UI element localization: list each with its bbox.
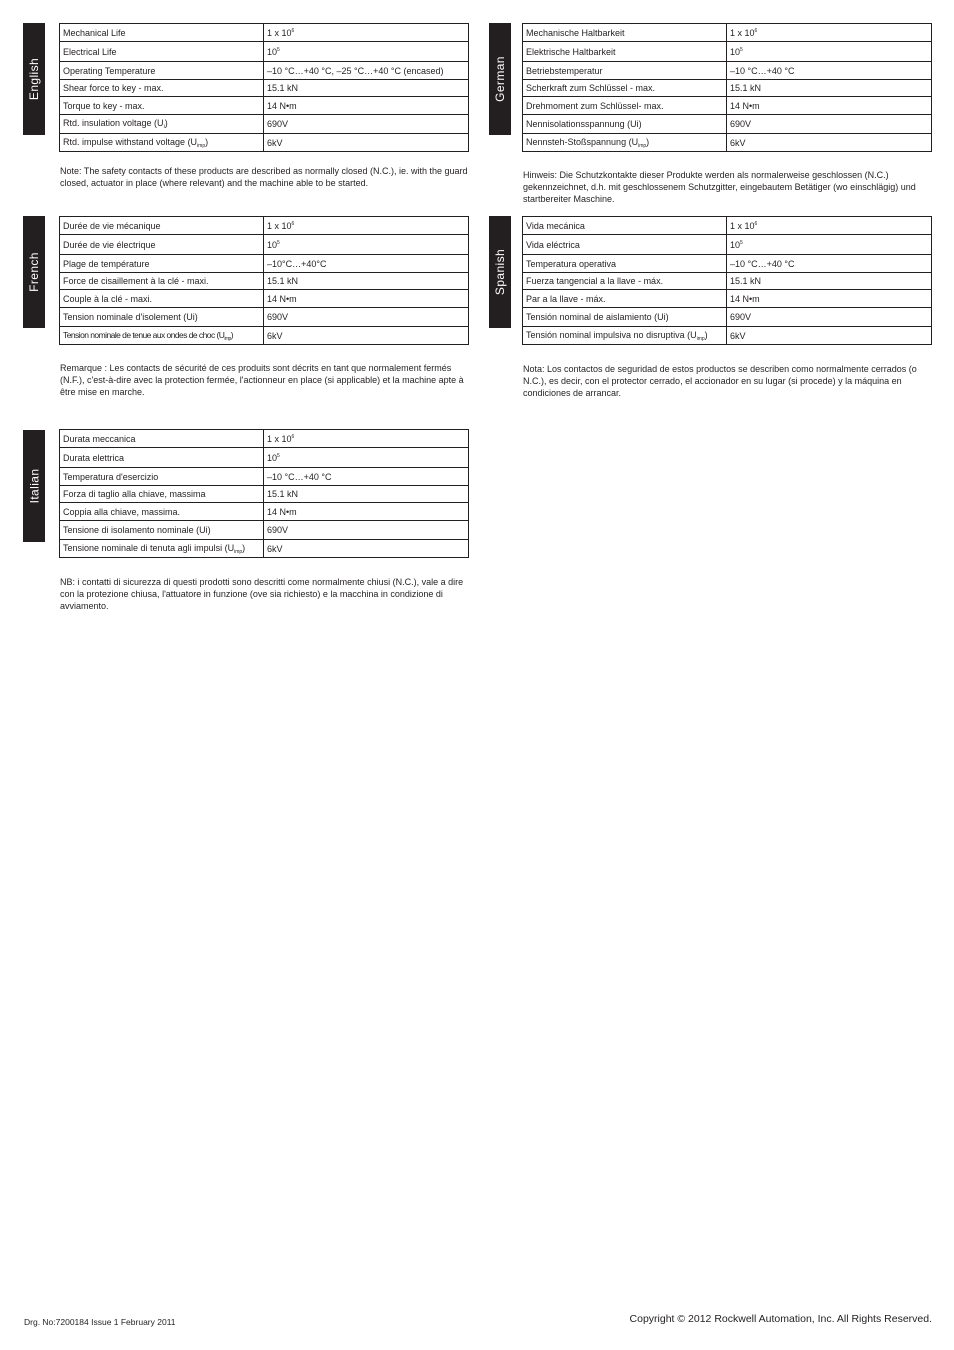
spec-label-text: Forza di taglio alla chiave, massima [63,489,206,499]
spec-value [264,217,469,235]
spec-value [264,42,469,62]
spec-row [60,80,469,97]
spec-label [60,327,264,345]
spec-row [523,255,932,273]
spec-value [264,327,469,345]
spec-row [523,80,932,97]
spec-label-text: Nennsteh-Stoßspannung (U [526,136,639,147]
spec-value [264,521,469,540]
spec-label [523,62,727,80]
spec-value [727,308,932,327]
spec-label-suffix: ) [205,136,209,147]
spec-value [727,80,932,97]
spec-label [523,97,727,115]
spec-value-text: 690V [730,119,752,129]
english-note: Note: The safety contacts of these products are described as normally closed (N.C.), ie. with the guard closed, actuator in place (where relevant) and the machine able to be started. [60,166,468,188]
spec-row [60,273,469,290]
spec-value-text: 15.1 kN [267,489,299,499]
spec-row [60,486,469,503]
spec-row [60,521,469,540]
spec-row [60,448,469,468]
spec-value [264,308,469,327]
spec-value-exponent: 6 [754,27,758,34]
spec-value-text: 6kV [730,330,746,341]
spec-label-suffix: ) [230,329,234,340]
spec-value-text: 1 x 10 [267,220,292,231]
spec-row [523,217,932,235]
spec-label-text: Tension nominale de tenue aux ondes de choc (U [63,329,225,340]
copyright-notice: Copyright © 2012 Rockwell Automation, Inc. All Rights Reserved. [629,1313,932,1325]
spec-value-text: –10 °C…+40 °C [730,258,795,269]
spec-row [523,62,932,80]
spec-value [264,430,469,448]
spec-value [264,486,469,503]
spec-label-text: Vida eléctrica [526,239,580,250]
german-note: Hinweis: Die Schutzkontakte dieser Produkte werden als normalerweise geschlossen (N.C.) gekennzeichnet, d.h. mit geschlossenem Schutzgitter, eingebautem Betätiger (wo einschlägig) und startbereiter Maschine. [523,170,916,204]
spec-value [727,327,932,345]
spec-label [60,540,264,558]
spec-label-text: Plage de température [63,258,150,269]
spec-value [264,134,469,152]
italian-spec-table [59,429,469,558]
spec-label-text: Tensión nominal impulsiva no disruptiva (U [526,329,697,340]
spec-label-text: Betriebstemperatur [526,65,603,76]
spec-row [523,97,932,115]
spec-label-subscript: imp [638,142,647,149]
spec-label-text: Nennisolationsspannung (Ui) [526,119,642,129]
spec-label [523,235,727,255]
spec-value-exponent: 5 [740,46,743,53]
french-tab-label: French [27,252,41,292]
spec-row [60,468,469,486]
spec-label-text: Durée de vie mécanique [63,220,161,231]
spec-value [264,62,469,80]
spec-value-text: 6kV [730,137,746,148]
spec-label [60,217,264,235]
spec-label-subscript: imp [234,548,243,555]
spec-value-text: 15.1 kN [730,276,762,286]
spec-label-text: Rtd. insulation voltage (U [63,118,164,128]
french-note: Remarque : Les contacts de sécurité de ces produits sont décrits en tant que normalement fermés (N.F.), c'est-à-dire avec la protection fermée, l'actionneur en place (si applicable) et la machine apte à être mise en marche. [60,363,464,397]
spec-row [523,308,932,327]
spec-label-text: Shear force to key - max. [63,83,164,93]
spec-value [727,134,932,152]
spec-value [727,24,932,42]
spec-label-text: Scherkraft zum Schlüssel - max. [526,83,656,93]
spec-value-text: 690V [267,119,289,129]
spec-label [523,327,727,345]
spec-value [727,62,932,80]
spec-row [523,24,932,42]
spec-value-text: 10 [267,239,278,250]
spec-value-text: 15.1 kN [267,83,299,93]
spec-value-text: 6kV [267,543,283,554]
spec-value-text: 1 x 10 [267,433,292,444]
spec-label [60,255,264,273]
spec-value [264,273,469,290]
spec-value-text: 690V [730,312,752,322]
spec-label-text: Couple à la clé - maxi. [63,293,153,304]
spec-value [264,24,469,42]
spec-value-exponent: 6 [291,27,295,34]
spec-label [523,134,727,152]
spec-label [523,42,727,62]
spec-row [60,290,469,308]
spec-label-text: Durée de vie électrique [63,239,156,250]
spec-label-text: Mechanische Haltbarkeit [526,27,625,38]
spec-label [60,235,264,255]
spec-label [523,115,727,134]
spec-label-subscript: imp [224,335,231,342]
spec-label [60,468,264,486]
spec-row [523,115,932,134]
spec-row [60,255,469,273]
german-tab [489,23,511,135]
spec-value-text: 690V [267,525,289,535]
spec-value-text: 15.1 kN [267,276,299,286]
spec-label [60,430,264,448]
spec-value [264,448,469,468]
spec-label [60,503,264,521]
spec-value [264,115,469,134]
spec-value-text: –10°C…+40°C [267,258,327,269]
french-spec-table [59,216,469,345]
spec-row [60,62,469,80]
spec-value [727,255,932,273]
spec-row [60,235,469,255]
spec-label [60,521,264,540]
spec-value-text: 10 [267,46,278,57]
spec-row [523,290,932,308]
spanish-tab-label: Spanish [493,248,508,296]
spec-label [60,115,264,134]
spec-row [60,308,469,327]
spec-value-exponent: 5 [740,239,743,246]
english-tab-label: English [27,57,42,101]
spec-value-text: 6kV [267,137,283,148]
spec-value-text: 14 N•m [730,293,760,304]
spec-value-text: 14 N•m [267,506,297,517]
spec-label-suffix: ) [242,542,246,553]
spec-value [264,255,469,273]
spec-value-text: 14 N•m [267,293,297,304]
spec-label [60,134,264,152]
spec-label [60,80,264,97]
spec-value-text: 690V [267,312,289,322]
spec-label-subscript: imp [696,335,705,342]
spec-label-text: Operating Temperature [63,65,156,76]
spec-row [60,430,469,448]
spec-value-text: 1 x 10 [730,220,755,231]
spec-label [523,273,727,290]
spec-value [264,540,469,558]
spanish-spec-table [522,216,932,345]
spec-row [60,42,469,62]
spec-value [727,97,932,115]
italian-tab [23,430,45,542]
spec-label-text: Torque to key - max. [63,100,145,111]
italian-tab-label: Italian [27,468,42,504]
spec-label-text: Coppia alla chiave, massima. [63,506,181,517]
spec-label-text: Durata meccanica [63,433,136,444]
spec-label-text: Temperatura d'esercizio [63,471,159,482]
spec-value-text: 10 [730,46,741,57]
spec-label-suffix: ) [646,136,650,147]
spec-value [264,468,469,486]
spec-label-subscript: imp [197,142,206,149]
spec-value-exponent: 5 [277,239,280,246]
spec-value-text: 15.1 kN [730,83,762,93]
english-tab [23,23,45,135]
spec-row [60,24,469,42]
spec-value-text: –10 °C…+40 °C [730,65,795,76]
spec-label-text: Fuerza tangencial a la llave - máx. [526,276,664,286]
spec-value-exponent: 6 [291,220,295,227]
drawing-number: Drg. No:7200184 Issue 1 February 2011 [24,1317,176,1327]
spec-label-text: Tensione di isolamento nominale (Ui) [63,525,211,535]
spec-value [264,290,469,308]
german-spec-table [522,23,932,152]
spec-value-exponent: 5 [277,46,280,53]
spec-label-text: Tension nominale d'isolement (Ui) [63,312,198,322]
spec-label-text: Tensión nominal de aislamiento (Ui) [526,312,669,322]
spec-value [264,97,469,115]
english-spec-table [59,23,469,152]
german-tab-label: German [493,56,507,102]
spanish-note: Nota: Los contactos de seguridad de estos productos se describen como normalmente cerrados (o N.C.), es decir, con el protector cerrado, el accionador en su lugar (si procede) y la máquina en condiciones de arrancar. [523,364,917,398]
spec-label [523,308,727,327]
spec-value-text: –10 °C…+40 °C, –25 °C…+40 °C (encased) [267,65,444,76]
spec-label-text: Drehmoment zum Schlüssel- max. [526,100,664,111]
spec-row [60,115,469,134]
spec-label-subscript: i [163,124,165,130]
spec-value [727,115,932,134]
spec-label [523,255,727,273]
spec-label-text: Durata elettrica [63,452,125,463]
spec-label [60,42,264,62]
spec-value-exponent: 5 [277,452,280,459]
spec-value-text: 14 N•m [267,100,297,111]
french-tab [23,216,45,328]
spec-row [60,134,469,152]
spec-value-text: 1 x 10 [730,27,755,38]
spec-label [60,62,264,80]
spec-row [523,235,932,255]
italian-note: NB: i contatti di sicurezza di questi prodotti sono descritti come normalmente chiusi (N.C.), vale a dire con la protezione chiusa, l'attuatore in funzione (ove sia richiesto) e la macchina in condizione di avviamento. [60,577,464,611]
spec-label-text: Vida mecánica [526,220,585,231]
spec-value-text: –10 °C…+40 °C [267,471,332,482]
spec-label [60,308,264,327]
spec-label [523,80,727,97]
spec-label [60,448,264,468]
spec-row [523,327,932,345]
spec-value-text: 10 [267,452,278,463]
spec-label-text: Electrical Life [63,46,117,57]
spec-label [523,217,727,235]
spec-value-exponent: 6 [291,433,295,440]
spec-row [60,327,469,345]
spec-label-suffix: ) [164,118,168,128]
spec-label [60,290,264,308]
spec-label [60,24,264,42]
spec-value [727,235,932,255]
spec-value [264,80,469,97]
spec-row [523,134,932,152]
spec-value [727,273,932,290]
spec-value [727,217,932,235]
spec-label-suffix: ) [704,329,708,340]
spec-row [60,217,469,235]
spec-row [523,42,932,62]
spec-label [523,24,727,42]
spec-row [60,97,469,115]
spec-value-text: 1 x 10 [267,27,292,38]
spec-value-exponent: 6 [754,220,758,227]
spec-label-text: Mechanical Life [63,27,126,38]
spec-value [727,290,932,308]
spec-label-text: Rtd. impulse withstand voltage (U [63,136,198,147]
spec-value [264,235,469,255]
spec-row [60,503,469,521]
spec-value [264,503,469,521]
spec-value-text: 10 [730,239,741,250]
spec-value-text: 14 N•m [730,100,760,111]
spanish-tab [489,216,511,328]
spec-value-text: 6kV [267,330,283,341]
spec-row [60,540,469,558]
spec-row [523,273,932,290]
spec-label-text: Force de cisaillement à la clé - maxi. [63,276,209,286]
spec-label-text: Temperatura operativa [526,258,617,269]
spec-label-text: Par a la llave - máx. [526,293,606,304]
spec-label-text: Tensione nominale di tenuta agli impulsi (U [63,542,235,553]
spec-label [60,273,264,290]
spec-label [60,486,264,503]
spec-label [523,290,727,308]
spec-label [60,97,264,115]
spec-value [727,42,932,62]
spec-label-text: Elektrische Haltbarkeit [526,46,616,57]
